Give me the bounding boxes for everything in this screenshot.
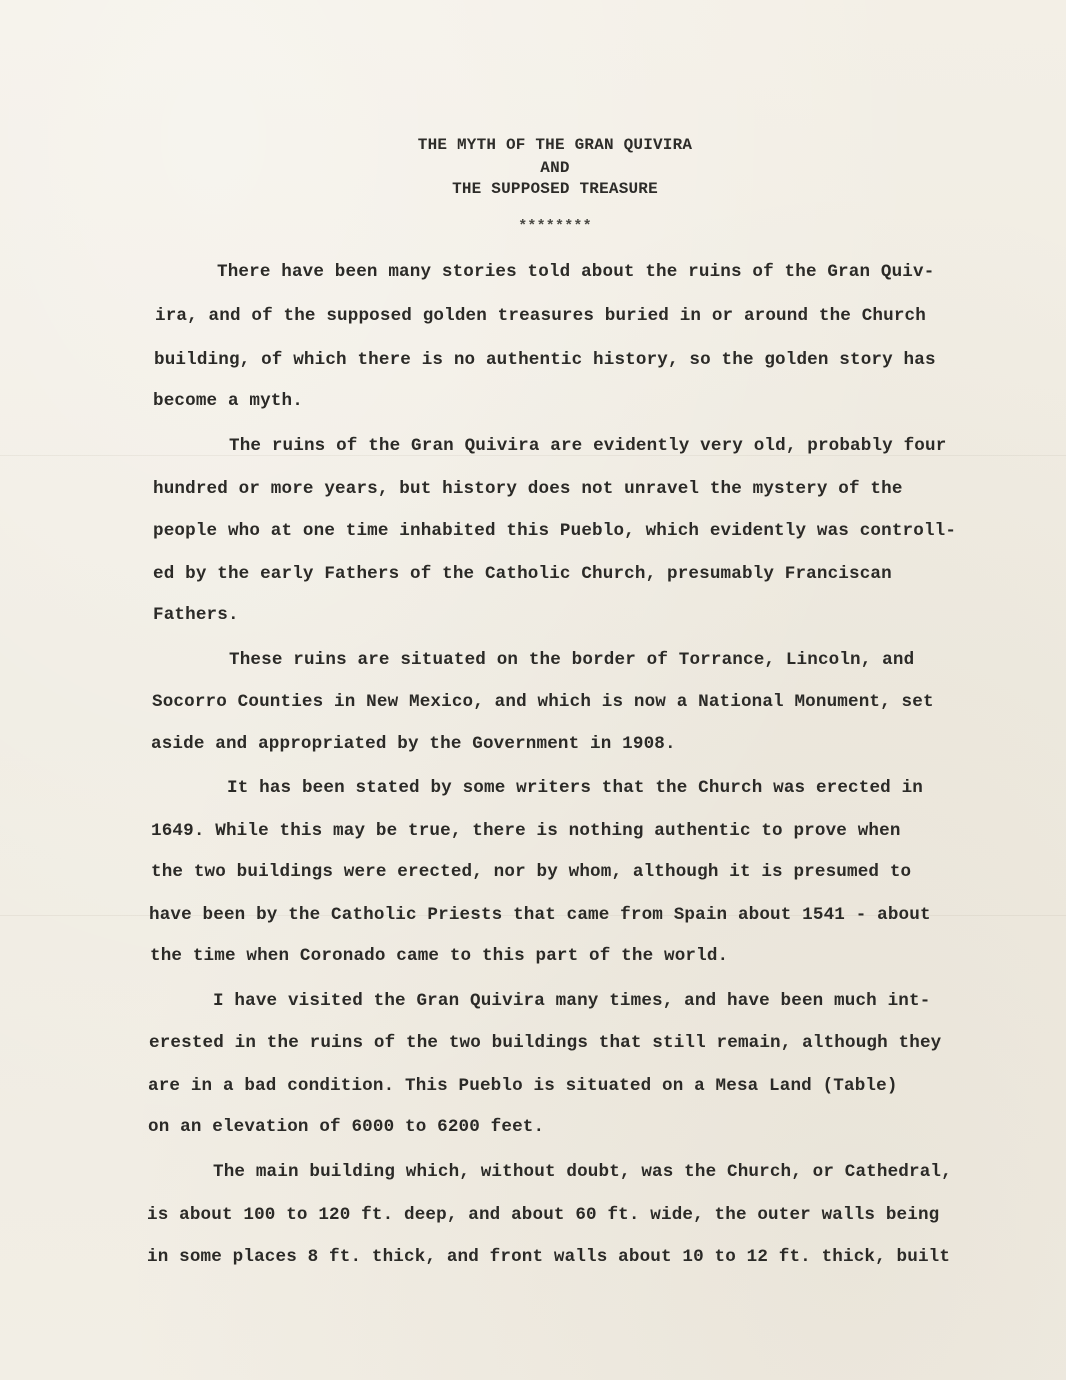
- body-line: are in a bad condition. This Pueblo is situated on a Mesa Land (Table): [148, 1076, 898, 1096]
- body-line: the time when Coronado came to this part of the world.: [150, 946, 729, 966]
- body-line: is about 100 to 120 ft. deep, and about 60 ft. wide, the outer walls being: [147, 1205, 940, 1225]
- body-line: aside and appropriated by the Government in 1908.: [151, 734, 676, 754]
- body-line: Fathers.: [153, 605, 239, 625]
- body-line: ed by the early Fathers of the Catholic Church, presumably Franciscan: [153, 564, 892, 584]
- body-line: on an elevation of 6000 to 6200 feet.: [148, 1117, 545, 1137]
- body-line: building, of which there is no authentic history, so the golden story has: [154, 350, 936, 370]
- body-line: become a myth.: [153, 391, 303, 411]
- body-line: ira, and of the supposed golden treasures buried in or around the Church: [155, 306, 926, 326]
- title-line-1: THE MYTH OF THE GRAN QUIVIRA: [417, 136, 693, 154]
- body-line: Socorro Counties in New Mexico, and which is now a National Monument, set: [152, 692, 934, 712]
- body-line: The main building which, without doubt, was the Church, or Cathedral,: [213, 1162, 952, 1182]
- body-line: people who at one time inhabited this Pueblo, which evidently was controll-: [153, 521, 957, 541]
- body-line: have been by the Catholic Priests that came from Spain about 1541 - about: [149, 905, 931, 925]
- body-line: hundred or more years, but history does not unravel the mystery of the: [153, 479, 903, 499]
- body-line: 1649. While this may be true, there is nothing authentic to prove when: [151, 821, 901, 841]
- title-separator: ********: [518, 218, 592, 235]
- body-line: There have been many stories told about the ruins of the Gran Quiv-: [217, 262, 935, 282]
- body-line: erested in the ruins of the two buildings that still remain, although they: [149, 1033, 942, 1053]
- title-line-3: THE SUPPOSED TREASURE: [452, 180, 658, 198]
- body-line: It has been stated by some writers that the Church was erected in: [227, 778, 924, 798]
- body-line: These ruins are situated on the border of Torrance, Lincoln, and: [229, 650, 915, 670]
- body-line: The ruins of the Gran Quivira are evidently very old, probably four: [229, 436, 947, 456]
- body-line: in some places 8 ft. thick, and front walls about 10 to 12 ft. thick, built: [147, 1247, 951, 1267]
- body-line: I have visited the Gran Quivira many times, and have been much int-: [213, 991, 931, 1011]
- body-line: the two buildings were erected, nor by whom, although it is presumed to: [151, 862, 912, 882]
- title-line-2: AND: [540, 159, 570, 177]
